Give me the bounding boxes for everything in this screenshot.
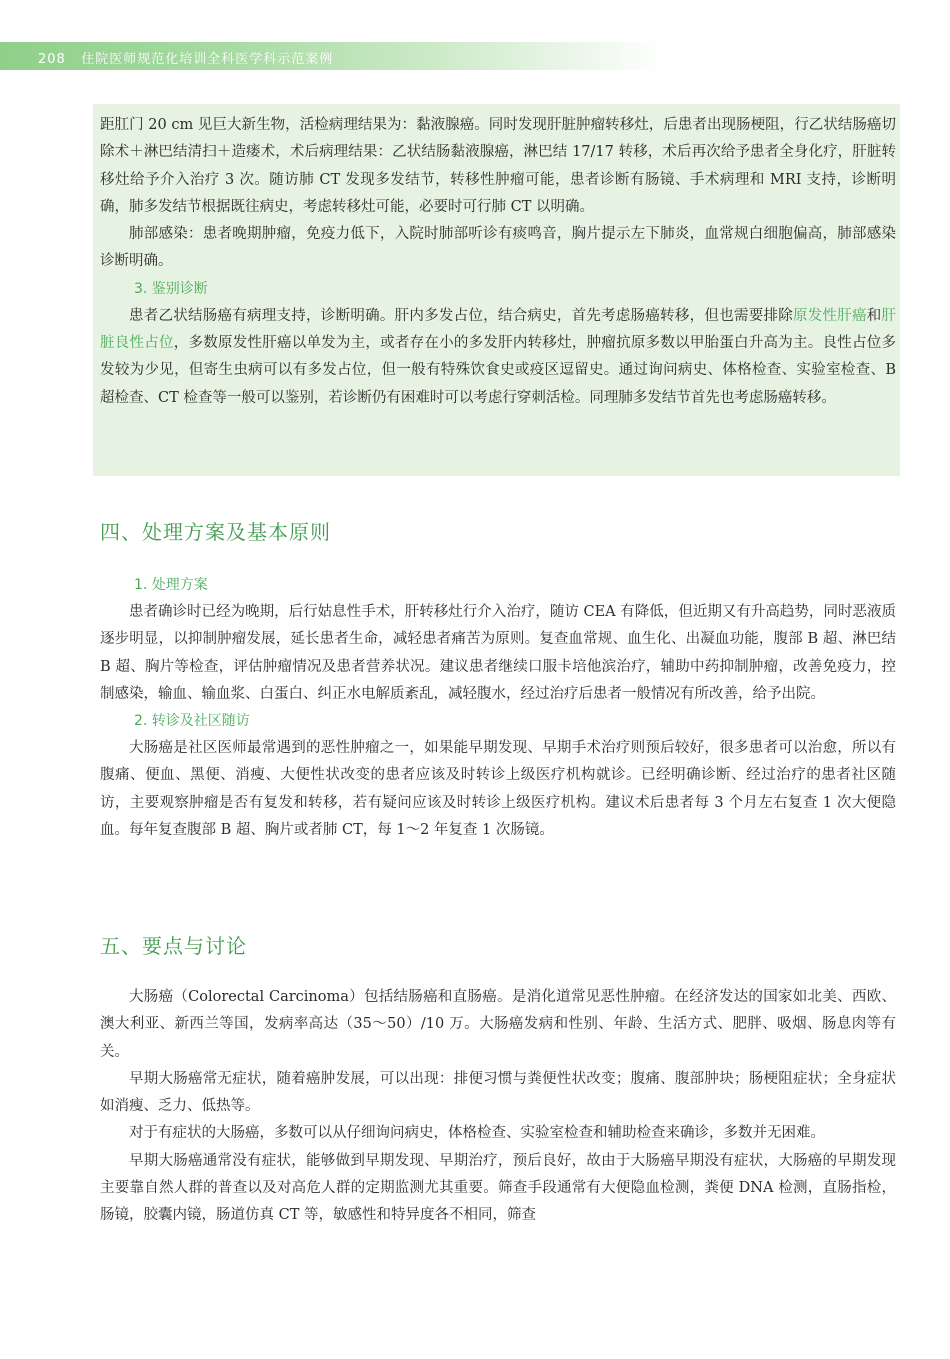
paragraph: 患者确诊时已经为晚期，后行姑息性手术，肝转移灶行介入治疗，随访 CEA 有降低，但近期又有升高趋势，同时恶液质逐步明显，以抑制肿瘤发展，延长患者生命，减轻患者痛苦为原则。复查血常规、血生化、出凝血功能，腹部 B 超、淋巴结 B 超、胸片等检查，评估肿瘤情况及患者营养状况。建议患者继续口服卡培他滨治疗，辅助中药抑制肿瘤，改善免疫力，控制感染，输血、输血浆、白蛋白、纠正水电解质紊乱，减轻腹水，经过治疗后患者一般情况有所改善，给予出院。	[100, 604, 896, 702]
section-4-content	[100, 572, 896, 844]
subheading: 3. 鉴别诊断	[134, 280, 208, 297]
subheading: 2. 转诊及社区随访	[134, 713, 250, 730]
paragraph: 早期大肠癌常无症状，随着癌肿发展，可以出现：排便习惯与粪便性状改变；腹痛、腹部肿块；肠梗阻症状；全身症状如消瘦、乏力、低热等。	[100, 1070, 896, 1115]
paragraph: 距肛门 20 cm 见巨大新生物，活检病理结果为：黏液腺癌。同时发现肝脏肿瘤转移灶，后患者出现肠梗阻，行乙状结肠癌切除术＋淋巴结清扫＋造瘘术，术后病理结果：乙状结肠黏液腺癌，淋巴结 17/17 转移，术后再次给予患者全身化疗，肝脏转移灶给予介入治疗 3 次。随访肺 CT 发现多发结节，转移性肿瘤可能，患者诊断有肠镜、手术病理和 MRI 支持，诊断明确，肺多发结节根据既往病史，考虑转移灶可能，必要时可行肺 CT 以明确。	[100, 117, 896, 215]
paragraph-text: 和	[866, 307, 882, 324]
paragraph: 早期大肠癌通常没有症状，能够做到早期发现、早期治疗，预后良好，故由于大肠癌早期没有症状，大肠癌的早期发现主要靠自然人群的普查以及对高危人群的定期监测尤其重要。筛查手段通常有大便隐血检测，粪便 DNA 检测，直肠指检，肠镜，胶囊内镜，肠道仿真 CT 等，敏感性和特异度各不相同，筛查	[100, 1152, 896, 1224]
paragraph	[100, 303, 896, 412]
section-title: 四、处理方案及基本原则	[100, 520, 331, 544]
paragraph: 大肠癌（Colorectal Carcinoma）包括结肠癌和直肠癌。是消化道常见恶性肿瘤。在经济发达的国家如北美、西欧、澳大利亚、新西兰等国，发病率高达（35～50）/10 万。大肠癌发病和性别、年龄、生活方式、肥胖、吸烟、肠息肉等有关。	[100, 989, 896, 1060]
term-link: 原发性肝癌	[792, 307, 867, 324]
term-link: 肝脏良性占位	[100, 307, 897, 352]
subheading: 1. 处理方案	[134, 577, 208, 593]
paragraph-text: 患者乙状结肠癌有病理支持，诊断明确。肝内多发占位，结合病史，首先考虑肠癌转移，但也需要排除	[129, 307, 793, 324]
paragraph-text: ，多数原发性肝癌以单发为主，或者存在小的多发肝内转移灶，肿瘤抗原多数以甲胎蛋白升高为主。良性占位多发较为少见，但寄生虫病可以有多发占位，但一般有特殊饮食史或疫区逗留史。通过询问病史、体格检查、实验室检查、B 超检查、CT 检查等一般可以鉴别，若诊断仍有困难时可以考虑行穿刺活检。同理肺多发结节首先也考虑肠癌转移。	[100, 335, 897, 406]
page-number: 208	[38, 52, 66, 67]
paragraph: 肺部感染：患者晚期肿瘤，免疫力低下，入院时肺部听诊有痰鸣音，胸片提示左下肺炎，血常规白细胞偏高，肺部感染诊断明确。	[100, 226, 896, 270]
page-header	[38, 48, 333, 67]
highlight-box-content	[100, 112, 896, 412]
paragraph: 大肠癌是社区医师最常遇到的恶性肿瘤之一，如果能早期发现、早期手术治疗则预后较好，很多患者可以治愈，所以有腹痛、便血、黑便、消瘦、大便性状改变的患者应该及时转诊上级医疗机构就诊。已经明确诊断、经过治疗的患者社区随访，主要观察肿瘤是否有复发和转移，若有疑问应该及时转诊上级医疗机构。建议术后患者每 3 个月左右复查 1 次大便隐血。每年复查腹部 B 超、胸片或者肺 CT，每 1～2 年复查 1 次肠镜。	[100, 740, 896, 839]
section-5-content	[100, 984, 896, 1230]
paragraph: 对于有症状的大肠癌，多数可以从仔细询问病史，体格检查、实验室检查和辅助检查来确诊，多数并无困难。	[129, 1125, 825, 1142]
running-title: 住院医师规范化培训全科医学科示范案例	[81, 52, 334, 67]
section-title: 五、要点与讨论	[100, 934, 247, 958]
